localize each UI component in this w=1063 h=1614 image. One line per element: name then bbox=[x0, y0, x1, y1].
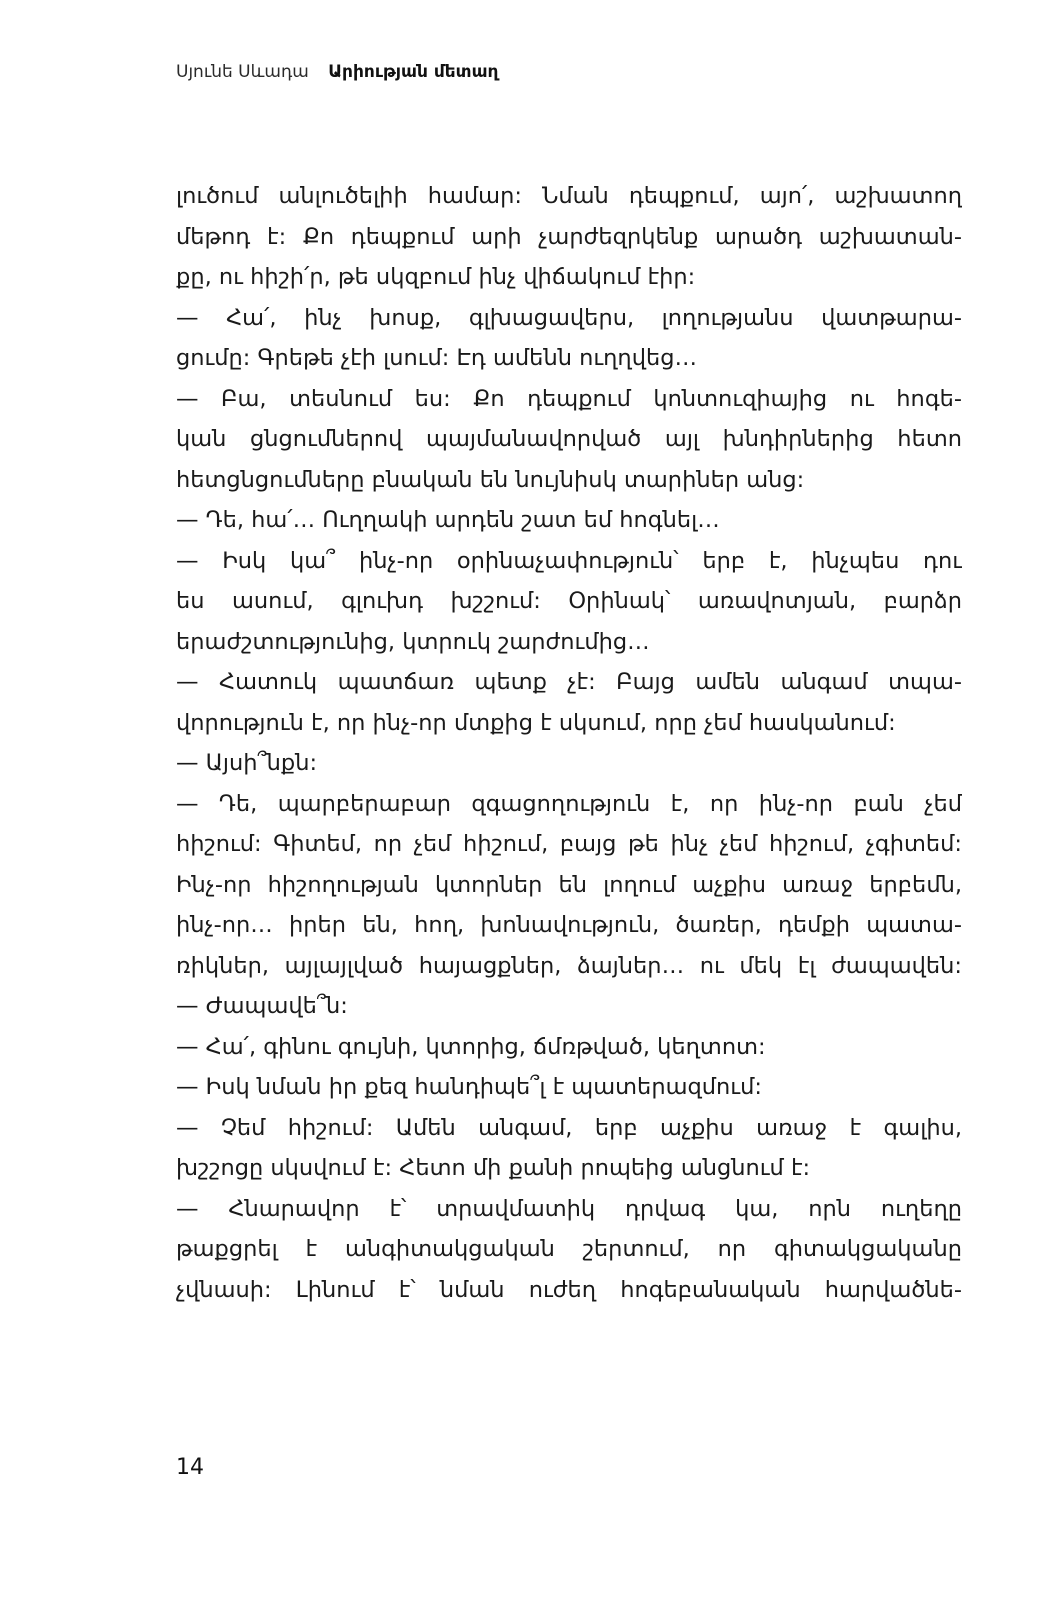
text-line: հետցնցումները բնական են նույնիսկ տարիներ անց: bbox=[176, 466, 805, 493]
text-line: — Դե, պարբերաբար զգացողություն է, որ ինչ-որ բան չեմ bbox=[176, 790, 962, 817]
text-line: — Այսի՞նքն: bbox=[176, 750, 318, 776]
text-line: հիշում: Գիտեմ, որ չեմ հիշում, բայց թե ինչ չեմ հիշում, չգիտեմ: bbox=[176, 831, 962, 857]
text-line: ցումը: Գրեթե չէի լսում: Էդ ամենն ուղղվեց… bbox=[176, 345, 697, 371]
text-line: Ինչ-որ հիշողության կտորներ են լողում աչքիս առաջ երբեմն, bbox=[176, 871, 962, 898]
text-line: երաժշտությունից, կտրուկ շարժումից… bbox=[176, 628, 650, 655]
text-line: — Հնարավոր է՝ տրավմատիկ դրվագ կա, որն ուղեղը bbox=[176, 1195, 962, 1222]
text-line: — Դե, հա՛… Ուղղակի արդեն շատ եմ հոգնել… bbox=[176, 507, 720, 533]
text-line: մեթոդ է: Քո դեպքում արի չարժեզրկենք արածդ աշխատան- bbox=[176, 223, 962, 250]
text-line: խշշոցը սկսվում է: Հետո մի քանի րոպեից անցնում է: bbox=[176, 1155, 811, 1181]
text-line: վորություն է, որ ինչ-որ մտքից է սկսում, որը չեմ հասկանում: bbox=[176, 709, 896, 736]
running-head-book-title: Արիության մետաղ bbox=[328, 62, 499, 82]
text-line: — Բա, տեսնում ես: Քո դեպքում կոնտուզիայից ու հոգե- bbox=[176, 385, 962, 412]
page-number: 14 bbox=[176, 1455, 204, 1480]
text-line: քը, ու հիշի՛ր, թե սկզբում ինչ վիճակում էիր: bbox=[176, 264, 696, 290]
text-line: ռիկներ, այլայլված հայացքներ, ձայներ… ու մեկ էլ ժապավեն: bbox=[176, 952, 962, 979]
text-line: ես ասում, գլուխդ խշշում: Օրինակ՝ առավոտյան, բարձր bbox=[176, 588, 962, 614]
text-line: թաքցրել է անգիտակցական շերտում, որ գիտակցականը bbox=[176, 1236, 962, 1262]
text-line: — Իսկ նման իր քեզ հանդիպե՞լ է պատերազմում: bbox=[176, 1074, 762, 1100]
text-line: չվնասի: Լինում է՝ նման ուժեղ հոգեբանական հարվածնե- bbox=[176, 1276, 962, 1303]
text-line: — Հա՛, գինու գույնի, կտորից, ճմռթված, կեղտոտ: bbox=[176, 1033, 766, 1060]
text-line: կան ցնցումներով պայմանավորված այլ խնդիրներից հետո bbox=[176, 426, 962, 452]
text-line: — Հատուկ պատճառ պետք չէ: Բայց ամեն անգամ տպա- bbox=[176, 669, 962, 695]
text-line: — Իսկ կա՞ ինչ-որ օրինաչափություն՝ երբ է, ինչպես դու bbox=[176, 547, 962, 574]
running-head-author: Սյունե Սևադա bbox=[176, 62, 309, 82]
body-text bbox=[176, 176, 962, 1310]
text-line: ինչ-որ… իրեր են, հող, խոնավություն, ծառեր, դեմքի պատա- bbox=[176, 912, 962, 938]
running-head bbox=[176, 62, 498, 82]
text-line: — Չեմ հիշում: Ամեն անգամ, երբ աչքիս առաջ է գալիս, bbox=[176, 1114, 962, 1141]
text-line: — Ժապավե՞ն: bbox=[176, 993, 348, 1019]
text-line: լուծում անլուծելիի համար: Նման դեպքում, այո՛, աշխատող bbox=[176, 183, 962, 209]
text-line: — Հա՛, ինչ խոսք, գլխացավերս, լողությանս վատթարա- bbox=[176, 304, 962, 331]
